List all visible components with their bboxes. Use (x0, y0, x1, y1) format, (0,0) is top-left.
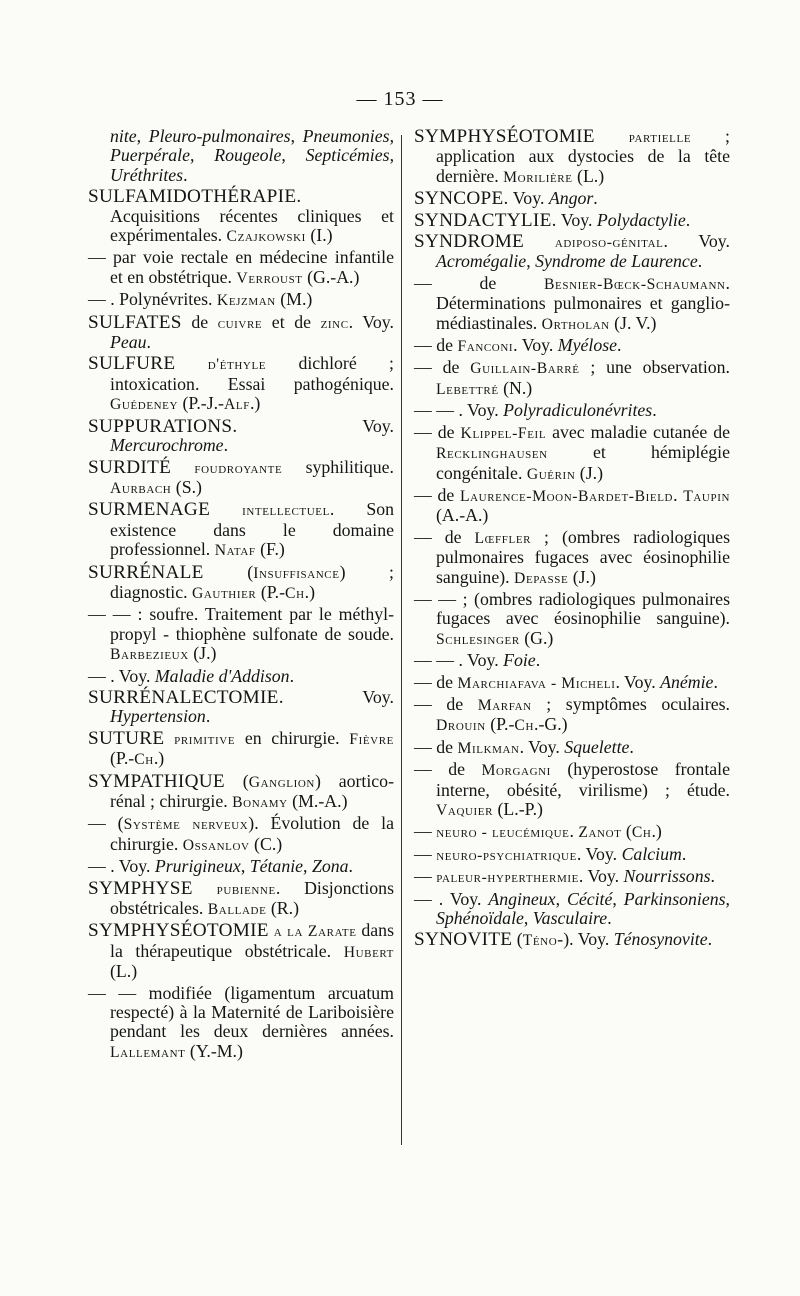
index-entry: — de Lœffler ; (ombres radiologiques pulmonaires fugaces avec éosinophilie sanguine). Depasse (J.) (414, 526, 730, 587)
index-entry: SYMPHYSE pubienne. Disjonctions obstétricales. Ballade (R.) (88, 877, 394, 919)
index-entry: SYNOVITE (Téno-). Voy. Ténosynovite. (414, 929, 713, 951)
index-entry: — — ; (ombres radiologiques pulmonaires fugaces avec éosinophilie sanguine). Schlesinger (G.) (414, 588, 730, 648)
index-entry: — . Polynévrites. Kejzman (M.) (88, 289, 313, 310)
index-entry: SUTURE primitive en chirurgie. Fièvre (P.-Ch.) (88, 727, 394, 769)
index-entry: SULFATES de cuivre et de zinc. Voy. Peau. (88, 311, 394, 353)
index-entry: — de Guillain-Barré ; une observation. Lebettré (N.) (414, 357, 730, 398)
index-entry: SURDITÉ foudroyante syphilitique. Aurbach (S.) (88, 456, 394, 497)
index-entry: — — . Voy. Polyradiculonévrites. (414, 400, 657, 421)
index-entry: — de Morgagni (hyperostose frontale interne, obésité, virilisme) ; étude. Vaquier (L.-P.) (414, 759, 730, 819)
index-entry: SURMENAGE intellectuel. Son existence dans le domaine professionnel. Nataf (F.) (88, 499, 394, 560)
right-column (414, 127, 730, 953)
column-divider (401, 135, 402, 1145)
index-entry: SYMPHYSÉOTOMIE partielle ; application aux dystocies de la tête dernière. Morilière (L.) (414, 126, 730, 186)
index-entry: SYNDACTYLIE. Voy. Polydactylie. (414, 209, 691, 231)
index-entry: — (Système nerveux). Évolution de la chirurgie. Ossanlov (C.) (88, 813, 395, 854)
index-entry: SURRÉNALECTOMIE. Voy. Hypertension. (88, 686, 394, 727)
index-entry: — de Laurence-Moon-Bardet-Bield. Taupin (A.-A.) (414, 484, 730, 526)
index-entry: — neuro - leucémique. Zanot (Ch.) (414, 821, 662, 842)
index-entry: SYMPATHIQUE (Ganglion) aortico-rénal ; chirurgie. Bonamy (M.-A.) (88, 770, 394, 811)
index-entry: — paleur-hyperthermie. Voy. Nourrissons. (414, 866, 715, 887)
index-entry: — par voie rectale en médecine infantile et en obstétrique. Verroust (G.-A.) (88, 247, 394, 287)
index-entry: — neuro-psychiatrique. Voy. Calcium. (414, 843, 687, 864)
index-entry: — . Voy. Angineux, Cécité, Parkinsoniens, Sphénoïdale, Vasculaire. (414, 888, 730, 929)
index-entry: — de Besnier-Bœck-Schaumann. Déterminations pulmonaires et ganglio-médiastinales. Ortholan (J. V.) (414, 272, 730, 333)
index-entry: — de Marfan ; symptômes oculaires. Drouin (P.-Ch.-G.) (414, 693, 730, 735)
index-entry: — — . Voy. Foie. (414, 650, 541, 671)
index-entry: SYNCOPE. Voy. Angor. (414, 188, 598, 210)
index-entry: SULFURE d'éthyle dichloré ; intoxication. Essai pathogénique. Guédeney (P.-J.-Alf.) (88, 353, 395, 414)
index-entry: SURRÉNALE (Insuffisance) ; diagnostic. Gauthier (P.-Ch.) (88, 561, 394, 602)
index-entry: — de Klippel-Feil avec maladie cutanée de Recklinghausen et hémiplégie congénitale. Guérin (J.) (414, 421, 730, 483)
index-entry: — . Voy. Maladie d'Addison. (88, 665, 295, 686)
page-number: — 153 — (356, 88, 444, 110)
index-entry: — de Marchiafava - Micheli. Voy. Anémie. (414, 671, 718, 692)
index-entry: — de Fanconi. Voy. Myélose. (414, 335, 622, 356)
index-entry: SUPPURATIONS. Voy. Mercurochrome. (88, 415, 394, 456)
index-entry: SYNDROME adiposo-génital. Voy. Acromégalie, Syndrome de Laurence. (414, 231, 730, 272)
index-entry: — — modifiée (ligamentum arcuatum respecté) à la Maternité de Lariboisière pendant les deux dernières années. Lallemant (Y.-M.) (88, 982, 394, 1061)
index-entry: — de Milkman. Voy. Squelette. (414, 736, 634, 757)
index-entry: — — : soufre. Traitement par le méthyl-propyl - thiophène sulfonate de soude. Barbezieux (J.) (88, 604, 394, 664)
index-entry: — . Voy. Prurigineux, Tétanie, Zona. (88, 856, 353, 877)
index-entry: SYMPHYSÉOTOMIE a la Zarate dans la thérapeutique obstétricale. Hubert (L.) (88, 920, 394, 982)
left-column (88, 127, 394, 1064)
index-entry: nite, Pleuro-pulmonaires, Pneumonies, Puerpérale, Rougeole, Septicémies, Uréthrites. (110, 126, 395, 185)
index-entry: SULFAMIDOTHÉRAPIE. Acquisitions récentes cliniques et expérimentales. Czajkowski (I.) (88, 186, 394, 246)
